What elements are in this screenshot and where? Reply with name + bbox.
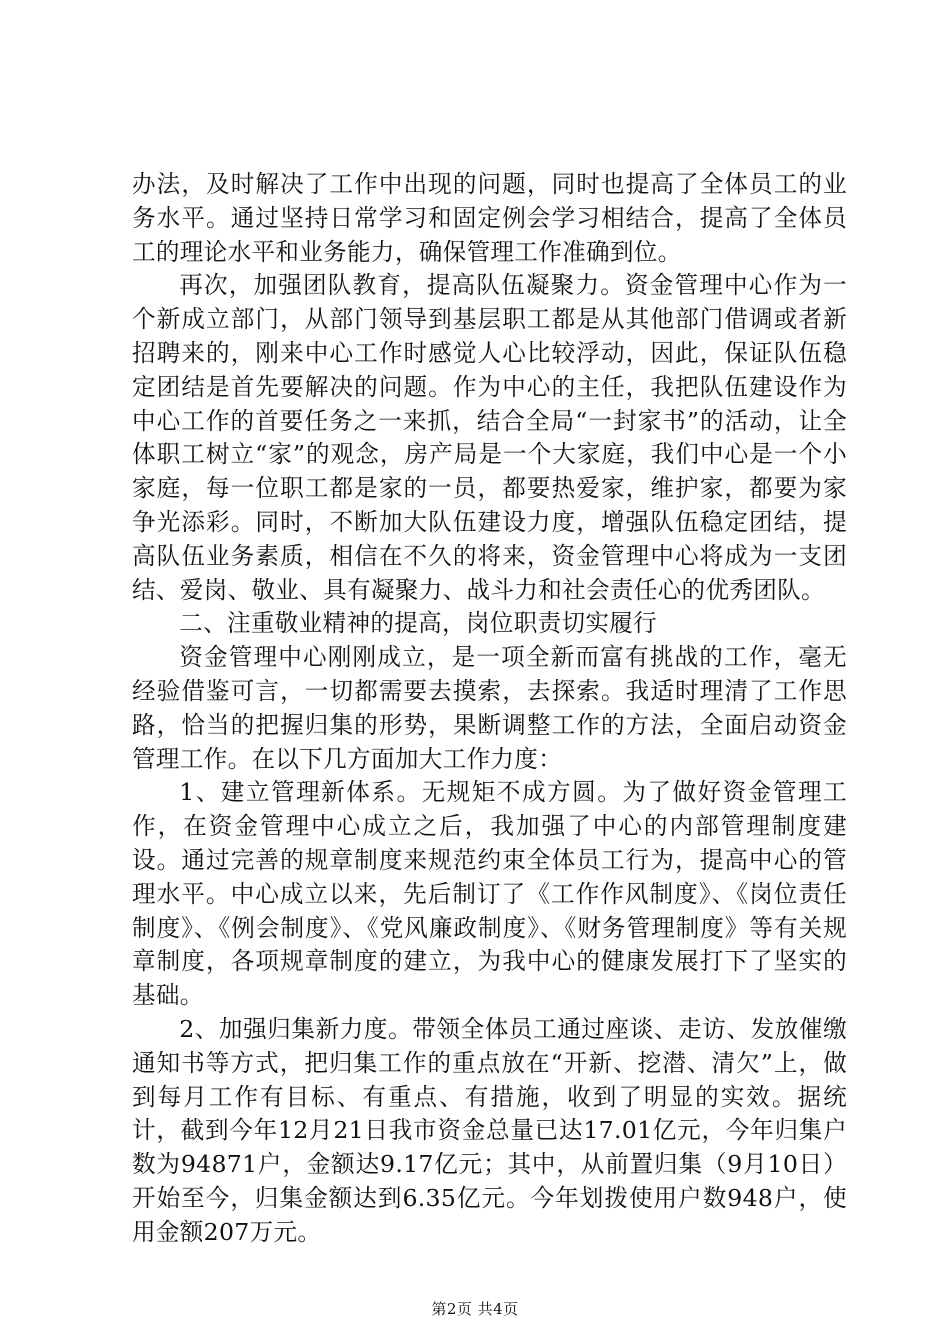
paragraph-1: 办法，及时解决了工作中出现的问题，同时也提高了全体员工的业务水平。通过坚持日常学习和固定例会学习相结合，提高了全体员工的理论水平和业务能力，确保管理工作准确到位。 (132, 170, 847, 266)
paragraph-5: 2、加强归集新力度。带领全体员工通过座谈、走访、发放催缴通知书等方式，把归集工作的重点放在“开新、挖潜、清欠”上，做到每月工作有目标、有重点、有措施，收到了明显的实效。据统计，截到今年12月21日我市资金总量已达17.01亿元，今年归集户数为94871户，金额达9.17亿元；其中，从前置归集（9月10日）开始至今，归集金额达到6.35亿元。今年划拨使用户数948户，使用金额207万元。 (132, 1014, 847, 1246)
paragraph-2: 再次，加强团队教育，提高队伍凝聚力。资金管理中心作为一个新成立部门，从部门领导到基层职工都是从其他部门借调或者新招聘来的，刚来中心工作时感觉人心比较浮动，因此，保证队伍稳定团结是首先要解决的问题。作为中心的主任，我把队伍建设作为中心工作的首要任务之一来抓，结合全局“一封家书”的活动，让全体职工树立“家”的观念，房产局是一个大家庭，我们中心是一个小家庭，每一位职工都是家的一员，都要热爱家，维护家，都要为家争光添彩。同时，不断加大队伍建设力度，增强队伍稳定团结，提高队伍业务素质，相信在不久的将来，资金管理中心将成为一支团结、爱岗、敬业、具有凝聚力、战斗力和社会责任心的优秀团队。 (132, 271, 847, 604)
paragraph-4: 1、建立管理新体系。无规矩不成方圆。为了做好资金管理工作，在资金管理中心成立之后，我加强了中心的内部管理制度建设。通过完善的规章制度来规范约束全体员工行为，提高中心的管理水平。中心成立以来，先后制订了《工作作风制度》、《岗位责任制度》、《例会制度》、《党风廉政制度》、《财务管理制度》等有关规章制度，各项规章制度的建立，为我中心的健康发展打下了坚实的基础。 (132, 778, 847, 1010)
body-text (132, 168, 847, 1250)
page-footer: 第2页 共4页 (431, 1300, 519, 1318)
paragraph-3: 资金管理中心刚刚成立，是一项全新而富有挑战的工作，毫无经验借鉴可言，一切都需要去摸索，去探索。我适时理清了工作思路，恰当的把握归集的形势，果断调整工作的方法，全面启动资金管理工作。在以下几方面加大工作力度： (132, 643, 847, 773)
section-heading: 二、注重敬业精神的提高，岗位职责切实履行 (179, 609, 658, 638)
